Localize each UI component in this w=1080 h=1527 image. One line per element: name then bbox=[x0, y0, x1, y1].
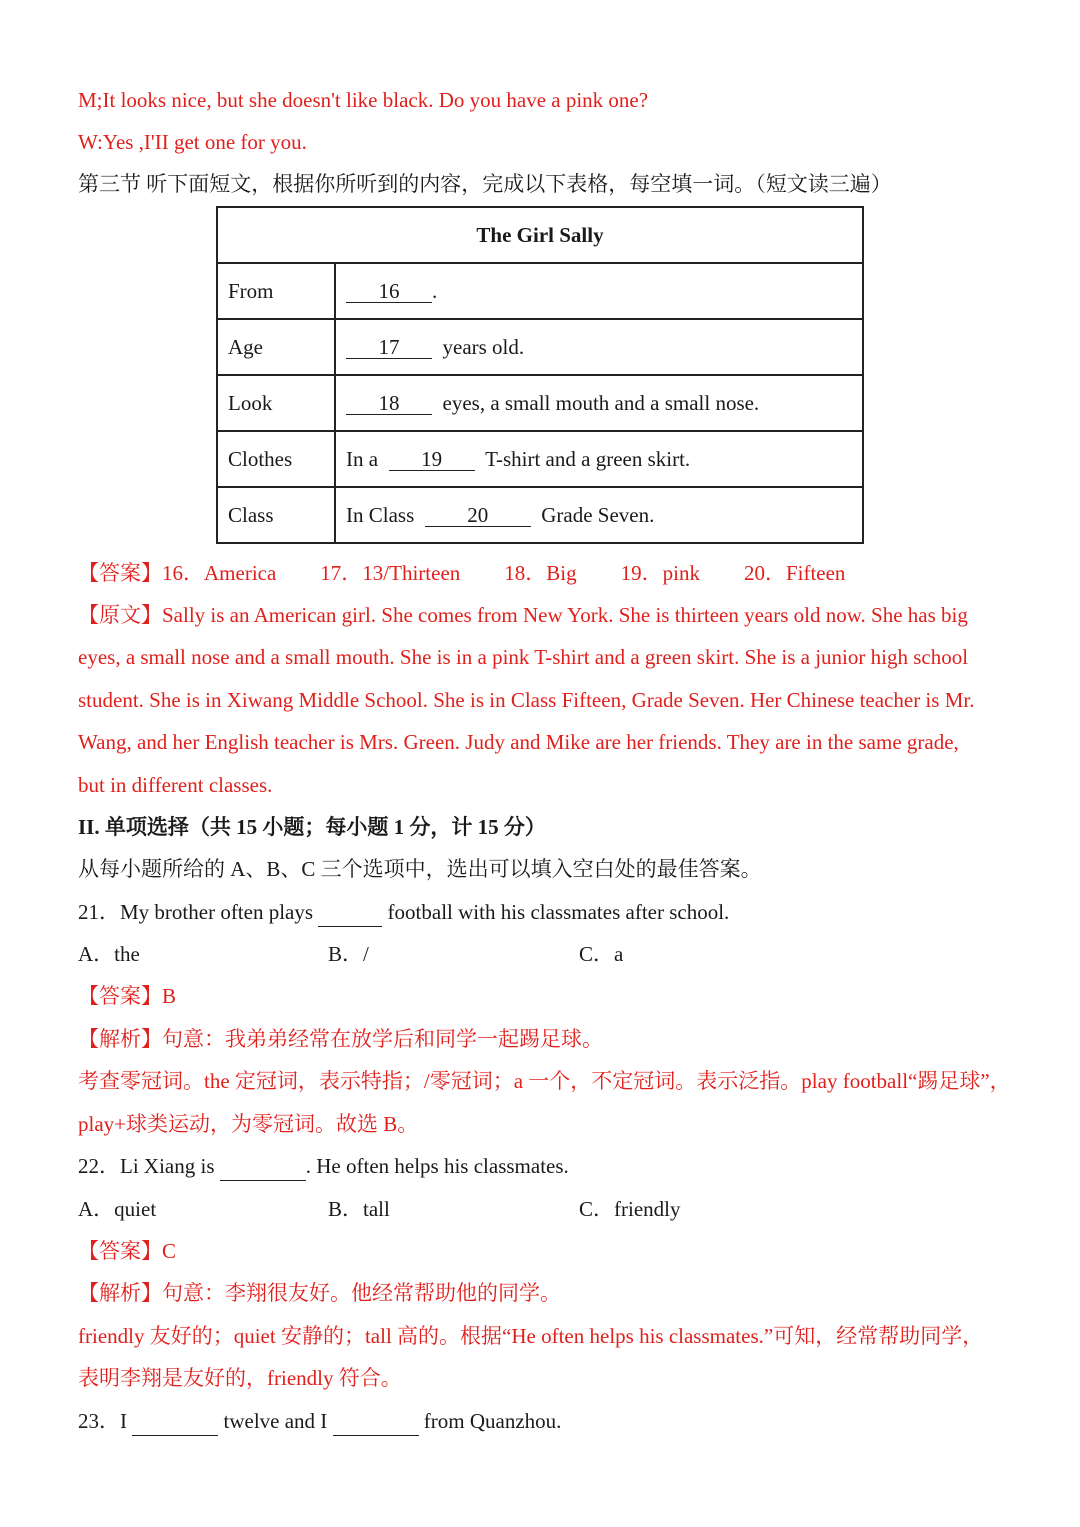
row-content bbox=[335, 319, 863, 375]
original-text: Sally is an American girl. She comes from New York. She is thirteen years old now. She has big bbox=[162, 603, 968, 627]
option-b: B．tall bbox=[328, 1197, 390, 1221]
row-label: Clothes bbox=[217, 431, 335, 487]
answer-blank bbox=[220, 1152, 306, 1181]
row-content bbox=[335, 487, 863, 543]
question-text: football with his classmates after school. bbox=[387, 900, 730, 924]
section3-heading: 第三节 听下面短文，根据你所听到的内容，完成以下表格，每空填一词。（短文读三遍） bbox=[78, 172, 892, 196]
table-row bbox=[217, 431, 863, 487]
answer-item: 16．America bbox=[162, 561, 277, 585]
row-label: Class bbox=[217, 487, 335, 543]
answer-item: 19．pink bbox=[620, 561, 700, 585]
original-line bbox=[78, 601, 1010, 629]
question-22 bbox=[78, 1152, 1010, 1181]
blank-number: 18 bbox=[346, 392, 432, 415]
row-post: eyes, a small mouth and a small nose. bbox=[442, 390, 760, 415]
table-row bbox=[217, 375, 863, 431]
option-c: C．a bbox=[579, 942, 624, 966]
explain-22: friendly 友好的；quiet 安静的；tall 高的。根据“He often helps his classmates.”可知，经常帮助同学， bbox=[78, 1324, 984, 1348]
answer-blank bbox=[333, 1407, 419, 1436]
original-line: Wang, and her English teacher is Mrs. Green. Judy and Mike are her friends. They are in the same grade, bbox=[78, 730, 959, 754]
explain-21: 考查零冠词。the 定冠词，表示特指；/零冠词；a 一个，不定冠词。表示泛指。play football“踢足球”， bbox=[78, 1069, 1011, 1093]
original-line: but in different classes. bbox=[78, 773, 273, 797]
table-row bbox=[217, 263, 863, 319]
row-label: From bbox=[217, 263, 335, 319]
analysis-21 bbox=[78, 1025, 1010, 1053]
original-tag: 【原文】 bbox=[78, 603, 162, 627]
blank-number: 17 bbox=[346, 336, 432, 359]
part2-heading: II. 单项选择（共 15 小题；每小题 1 分，计 15 分） bbox=[78, 815, 546, 839]
analysis-22 bbox=[78, 1279, 1010, 1307]
row-post: Grade Seven. bbox=[541, 502, 655, 527]
answer-tag: 【答案】 bbox=[78, 561, 162, 585]
option-c: C．friendly bbox=[579, 1197, 681, 1221]
part2-instruction: 从每小题所给的 A、B、C 三个选项中，选出可以填入空白处的最佳答案。 bbox=[78, 857, 762, 881]
sally-table bbox=[216, 206, 864, 544]
answer-21: 【答案】B bbox=[78, 984, 177, 1008]
question-text: from Quanzhou. bbox=[423, 1409, 562, 1433]
question-text: 22．Li Xiang is bbox=[78, 1154, 215, 1178]
row-label: Look bbox=[217, 375, 335, 431]
analysis-tag: 【解析】 bbox=[78, 1027, 162, 1051]
option-b: B．/ bbox=[328, 942, 369, 966]
row-pre: In a bbox=[346, 446, 379, 471]
row-pre: In Class bbox=[346, 502, 415, 527]
question-text: . He often helps his classmates. bbox=[305, 1154, 569, 1178]
question-text: 21．My brother often plays bbox=[78, 900, 314, 924]
row-content bbox=[335, 375, 863, 431]
analysis-text: 句意：李翔很友好。他经常帮助他的同学。 bbox=[162, 1281, 561, 1305]
row-label: Age bbox=[217, 319, 335, 375]
question-23 bbox=[78, 1407, 1010, 1436]
analysis-text: 句意：我弟弟经常在放学后和同学一起踢足球。 bbox=[162, 1027, 603, 1051]
answers-line bbox=[78, 559, 1010, 587]
table-row bbox=[217, 487, 863, 543]
answer-22: 【答案】C bbox=[78, 1239, 177, 1263]
dialogue-m-line: M;It looks nice, but she doesn't like black. Do you have a pink one? bbox=[78, 88, 649, 112]
answer-blank bbox=[132, 1407, 218, 1436]
table-title: The Girl Sally bbox=[217, 207, 863, 263]
answer-item: 20．Fifteen bbox=[743, 561, 846, 585]
row-post: years old. bbox=[442, 334, 525, 359]
question-text: 23．I bbox=[78, 1409, 127, 1433]
question-21 bbox=[78, 898, 1010, 927]
row-post: T-shirt and a green skirt. bbox=[485, 446, 691, 471]
original-line: student. She is in Xiwang Middle School. She is in Class Fifteen, Grade Seven. Her Chinese teacher is Mr. bbox=[78, 688, 975, 712]
blank-number: 19 bbox=[389, 448, 475, 471]
answer-blank bbox=[318, 898, 382, 927]
explain-21: play+球类运动，为零冠词。故选 B。 bbox=[78, 1112, 419, 1136]
option-a: A．the bbox=[78, 942, 140, 966]
explain-22: 表明李翔是友好的，friendly 符合。 bbox=[78, 1366, 402, 1390]
dialogue-w-line: W:Yes ,I'II get one for you. bbox=[78, 130, 307, 154]
option-a: A．quiet bbox=[78, 1197, 157, 1221]
table-row bbox=[217, 319, 863, 375]
analysis-tag: 【解析】 bbox=[78, 1281, 162, 1305]
blank-number: 16 bbox=[346, 280, 432, 303]
answer-item: 17．13/Thirteen bbox=[320, 561, 461, 585]
original-line: eyes, a small nose and a small mouth. She is in a pink T-shirt and a green skirt. She is a junior high school bbox=[78, 645, 969, 669]
row-content bbox=[335, 431, 863, 487]
question-text: twelve and I bbox=[223, 1409, 328, 1433]
row-post: . bbox=[432, 278, 438, 303]
row-content bbox=[335, 263, 863, 319]
blank-number: 20 bbox=[425, 504, 531, 527]
answer-item: 18．Big bbox=[504, 561, 577, 585]
